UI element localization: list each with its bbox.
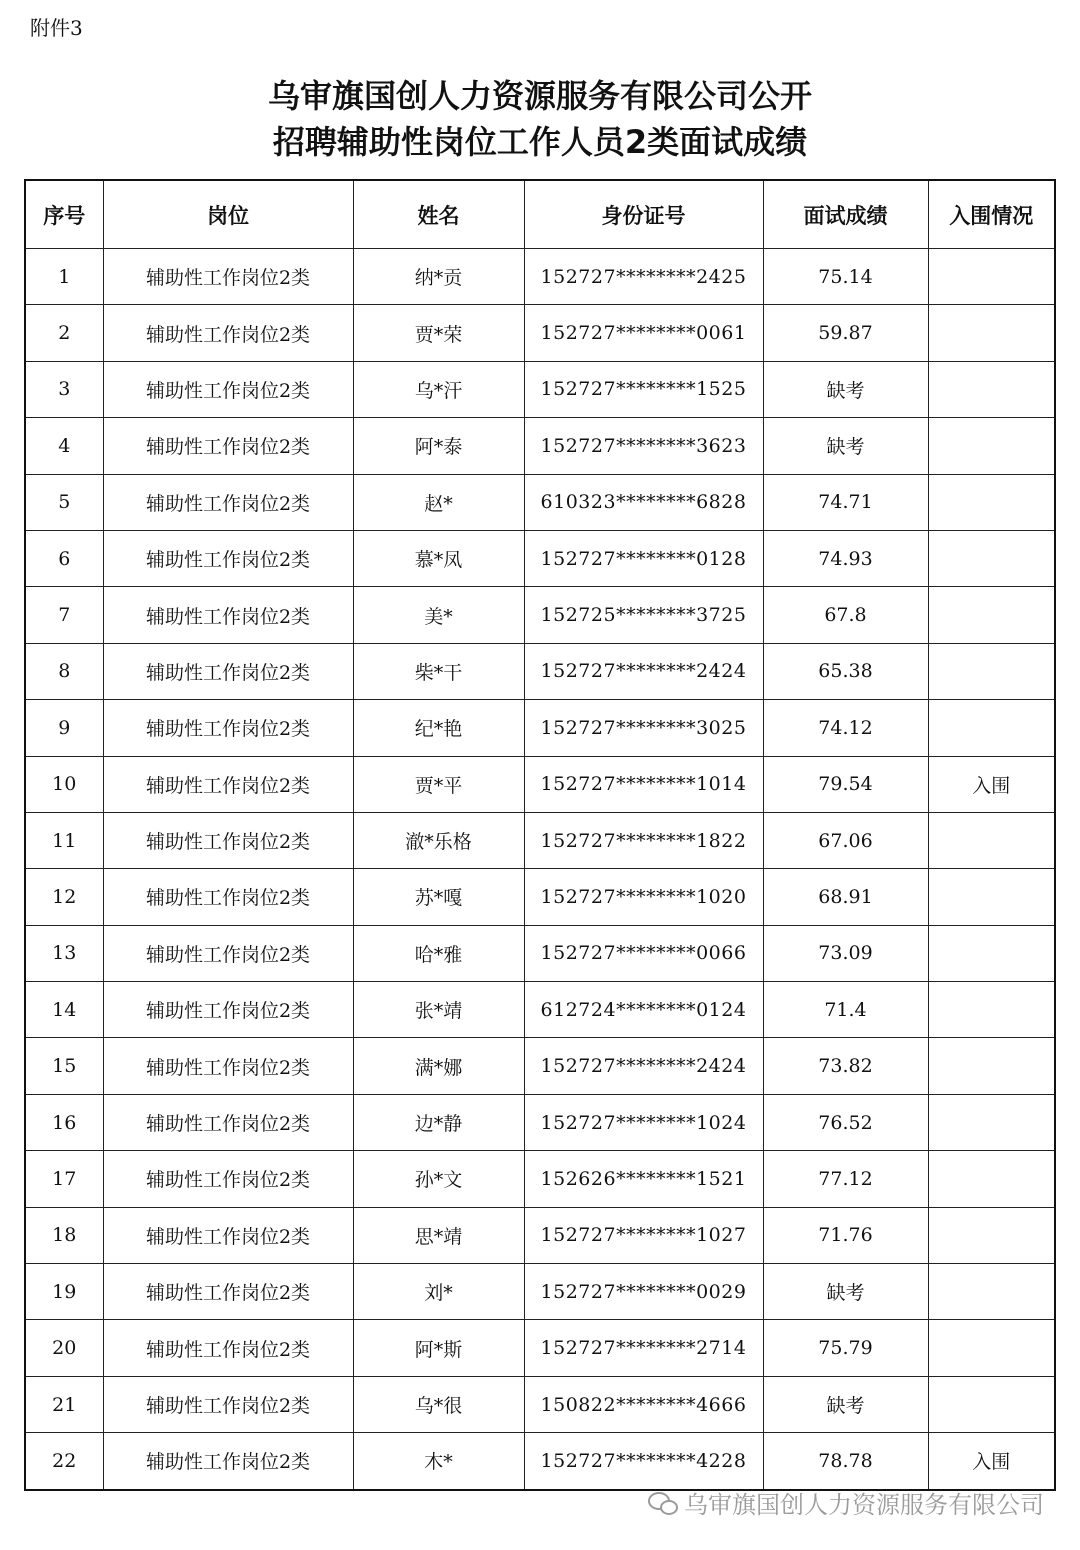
cell-score: 71.4 <box>763 982 928 1038</box>
cell-status <box>928 1264 1055 1320</box>
watermark-text: 乌审旗国创人力资源服务有限公司 <box>684 1491 1044 1519</box>
table-row <box>25 587 1055 643</box>
cell-position: 辅助性工作岗位2类 <box>103 1264 353 1320</box>
header-id-number: 身份证号 <box>524 180 763 249</box>
cell-status <box>928 1151 1055 1207</box>
cell-id-number: 152727********4228 <box>524 1433 763 1490</box>
document-title-line1: 乌审旗国创人力资源服务有限公司公开 <box>267 77 812 115</box>
cell-index: 16 <box>25 1094 103 1150</box>
cell-status <box>928 249 1055 305</box>
table-row <box>25 1207 1055 1263</box>
table-row <box>25 1094 1055 1150</box>
cell-index: 10 <box>25 756 103 812</box>
cell-status <box>928 982 1055 1038</box>
cell-index: 6 <box>25 530 103 586</box>
header-name: 姓名 <box>353 180 524 249</box>
table-row <box>25 925 1055 981</box>
cell-name: 澈*乐格 <box>353 812 524 868</box>
cell-position: 辅助性工作岗位2类 <box>103 530 353 586</box>
table-row <box>25 1376 1055 1432</box>
cell-name: 乌*汗 <box>353 361 524 417</box>
results-table <box>24 179 1056 1491</box>
cell-index: 15 <box>25 1038 103 1094</box>
cell-id-number: 152727********2424 <box>524 643 763 699</box>
cell-index: 8 <box>25 643 103 699</box>
cell-index: 20 <box>25 1320 103 1376</box>
cell-position: 辅助性工作岗位2类 <box>103 925 353 981</box>
watermark <box>648 1485 1044 1520</box>
cell-name: 柴*干 <box>353 643 524 699</box>
cell-name: 慕*凤 <box>353 530 524 586</box>
cell-id-number: 152727********1525 <box>524 361 763 417</box>
cell-status <box>928 1094 1055 1150</box>
cell-score: 71.76 <box>763 1207 928 1263</box>
cell-id-number: 152727********1822 <box>524 812 763 868</box>
cell-status <box>928 1320 1055 1376</box>
cell-index: 2 <box>25 305 103 361</box>
cell-position: 辅助性工作岗位2类 <box>103 812 353 868</box>
cell-id-number: 152727********0029 <box>524 1264 763 1320</box>
table-row <box>25 1264 1055 1320</box>
cell-id-number: 152727********1027 <box>524 1207 763 1263</box>
cell-score: 65.38 <box>763 643 928 699</box>
cell-position: 辅助性工作岗位2类 <box>103 1094 353 1150</box>
cell-index: 5 <box>25 474 103 530</box>
cell-name: 哈*雅 <box>353 925 524 981</box>
cell-index: 9 <box>25 700 103 756</box>
cell-score: 78.78 <box>763 1433 928 1490</box>
cell-name: 木* <box>353 1433 524 1490</box>
cell-name: 苏*嘎 <box>353 869 524 925</box>
table-header-row <box>25 180 1055 249</box>
header-index: 序号 <box>25 180 103 249</box>
table-row <box>25 700 1055 756</box>
cell-position: 辅助性工作岗位2类 <box>103 305 353 361</box>
cell-status <box>928 587 1055 643</box>
cell-position: 辅助性工作岗位2类 <box>103 418 353 474</box>
cell-index: 14 <box>25 982 103 1038</box>
cell-position: 辅助性工作岗位2类 <box>103 474 353 530</box>
cell-status <box>928 1207 1055 1263</box>
cell-position: 辅助性工作岗位2类 <box>103 643 353 699</box>
cell-score: 68.91 <box>763 869 928 925</box>
table-row <box>25 982 1055 1038</box>
cell-name: 乌*很 <box>353 1376 524 1432</box>
cell-index: 17 <box>25 1151 103 1207</box>
cell-name: 贾*平 <box>353 756 524 812</box>
cell-score: 75.79 <box>763 1320 928 1376</box>
cell-id-number: 152725********3725 <box>524 587 763 643</box>
cell-score: 73.82 <box>763 1038 928 1094</box>
table-row <box>25 474 1055 530</box>
cell-index: 21 <box>25 1376 103 1432</box>
cell-score: 缺考 <box>763 1376 928 1432</box>
cell-position: 辅助性工作岗位2类 <box>103 1207 353 1263</box>
cell-status <box>928 1038 1055 1094</box>
cell-position: 辅助性工作岗位2类 <box>103 361 353 417</box>
cell-id-number: 610323********6828 <box>524 474 763 530</box>
cell-id-number: 152727********2424 <box>524 1038 763 1094</box>
cell-score: 74.12 <box>763 700 928 756</box>
table-row <box>25 643 1055 699</box>
cell-index: 13 <box>25 925 103 981</box>
cell-index: 3 <box>25 361 103 417</box>
cell-score: 74.71 <box>763 474 928 530</box>
cell-position: 辅助性工作岗位2类 <box>103 249 353 305</box>
cell-id-number: 152727********0128 <box>524 530 763 586</box>
cell-id-number: 152626********1521 <box>524 1151 763 1207</box>
cell-name: 思*靖 <box>353 1207 524 1263</box>
table-row <box>25 418 1055 474</box>
cell-score: 缺考 <box>763 361 928 417</box>
cell-name: 阿*泰 <box>353 418 524 474</box>
cell-score: 缺考 <box>763 418 928 474</box>
cell-id-number: 150822********4666 <box>524 1376 763 1432</box>
cell-index: 11 <box>25 812 103 868</box>
cell-position: 辅助性工作岗位2类 <box>103 1151 353 1207</box>
cell-position: 辅助性工作岗位2类 <box>103 1376 353 1432</box>
cell-name: 阿*斯 <box>353 1320 524 1376</box>
cell-id-number: 152727********0061 <box>524 305 763 361</box>
cell-score: 缺考 <box>763 1264 928 1320</box>
cell-status <box>928 869 1055 925</box>
cell-name: 边*静 <box>353 1094 524 1150</box>
document-title-line2: 招聘辅助性岗位工作人员2类面试成绩 <box>272 123 808 161</box>
cell-status <box>928 530 1055 586</box>
table-row <box>25 756 1055 812</box>
cell-position: 辅助性工作岗位2类 <box>103 1038 353 1094</box>
header-position: 岗位 <box>103 180 353 249</box>
cell-position: 辅助性工作岗位2类 <box>103 756 353 812</box>
header-score: 面试成绩 <box>763 180 928 249</box>
table-row <box>25 1151 1055 1207</box>
cell-score: 67.06 <box>763 812 928 868</box>
cell-index: 18 <box>25 1207 103 1263</box>
table-row <box>25 361 1055 417</box>
cell-status <box>928 700 1055 756</box>
cell-score: 76.52 <box>763 1094 928 1150</box>
cell-index: 22 <box>25 1433 103 1490</box>
cell-position: 辅助性工作岗位2类 <box>103 869 353 925</box>
table-row <box>25 869 1055 925</box>
cell-name: 满*娜 <box>353 1038 524 1094</box>
cell-status <box>928 418 1055 474</box>
cell-name: 张*靖 <box>353 982 524 1038</box>
cell-position: 辅助性工作岗位2类 <box>103 1433 353 1490</box>
cell-status <box>928 643 1055 699</box>
cell-name: 美* <box>353 587 524 643</box>
cell-id-number: 612724********0124 <box>524 982 763 1038</box>
table-row <box>25 1433 1055 1490</box>
cell-index: 4 <box>25 418 103 474</box>
cell-score: 73.09 <box>763 925 928 981</box>
cell-position: 辅助性工作岗位2类 <box>103 587 353 643</box>
cell-name: 孙*文 <box>353 1151 524 1207</box>
cell-score: 74.93 <box>763 530 928 586</box>
cell-status <box>928 474 1055 530</box>
cell-status <box>928 305 1055 361</box>
cell-index: 12 <box>25 869 103 925</box>
cell-position: 辅助性工作岗位2类 <box>103 1320 353 1376</box>
cell-score: 67.8 <box>763 587 928 643</box>
cell-name: 纪*艳 <box>353 700 524 756</box>
table-row <box>25 249 1055 305</box>
cell-position: 辅助性工作岗位2类 <box>103 700 353 756</box>
wechat-icon <box>648 1492 678 1514</box>
cell-name: 贾*荣 <box>353 305 524 361</box>
cell-score: 75.14 <box>763 249 928 305</box>
cell-status <box>928 812 1055 868</box>
cell-id-number: 152727********2714 <box>524 1320 763 1376</box>
cell-name: 赵* <box>353 474 524 530</box>
cell-id-number: 152727********3623 <box>524 418 763 474</box>
cell-index: 1 <box>25 249 103 305</box>
cell-id-number: 152727********1020 <box>524 869 763 925</box>
cell-id-number: 152727********1024 <box>524 1094 763 1150</box>
cell-index: 19 <box>25 1264 103 1320</box>
table-row <box>25 305 1055 361</box>
cell-score: 79.54 <box>763 756 928 812</box>
table-row <box>25 1320 1055 1376</box>
cell-status: 入围 <box>928 1433 1055 1490</box>
cell-id-number: 152727********3025 <box>524 700 763 756</box>
table-row <box>25 530 1055 586</box>
table-row <box>25 1038 1055 1094</box>
header-status: 入围情况 <box>928 180 1055 249</box>
cell-position: 辅助性工作岗位2类 <box>103 982 353 1038</box>
cell-score: 59.87 <box>763 305 928 361</box>
cell-name: 刘* <box>353 1264 524 1320</box>
cell-id-number: 152727********2425 <box>524 249 763 305</box>
table-row <box>25 812 1055 868</box>
cell-status: 入围 <box>928 756 1055 812</box>
cell-id-number: 152727********0066 <box>524 925 763 981</box>
cell-name: 纳*贡 <box>353 249 524 305</box>
cell-score: 77.12 <box>763 1151 928 1207</box>
cell-status <box>928 925 1055 981</box>
cell-index: 7 <box>25 587 103 643</box>
cell-status <box>928 361 1055 417</box>
cell-id-number: 152727********1014 <box>524 756 763 812</box>
cell-status <box>928 1376 1055 1432</box>
attachment-label: 附件3 <box>30 16 83 40</box>
